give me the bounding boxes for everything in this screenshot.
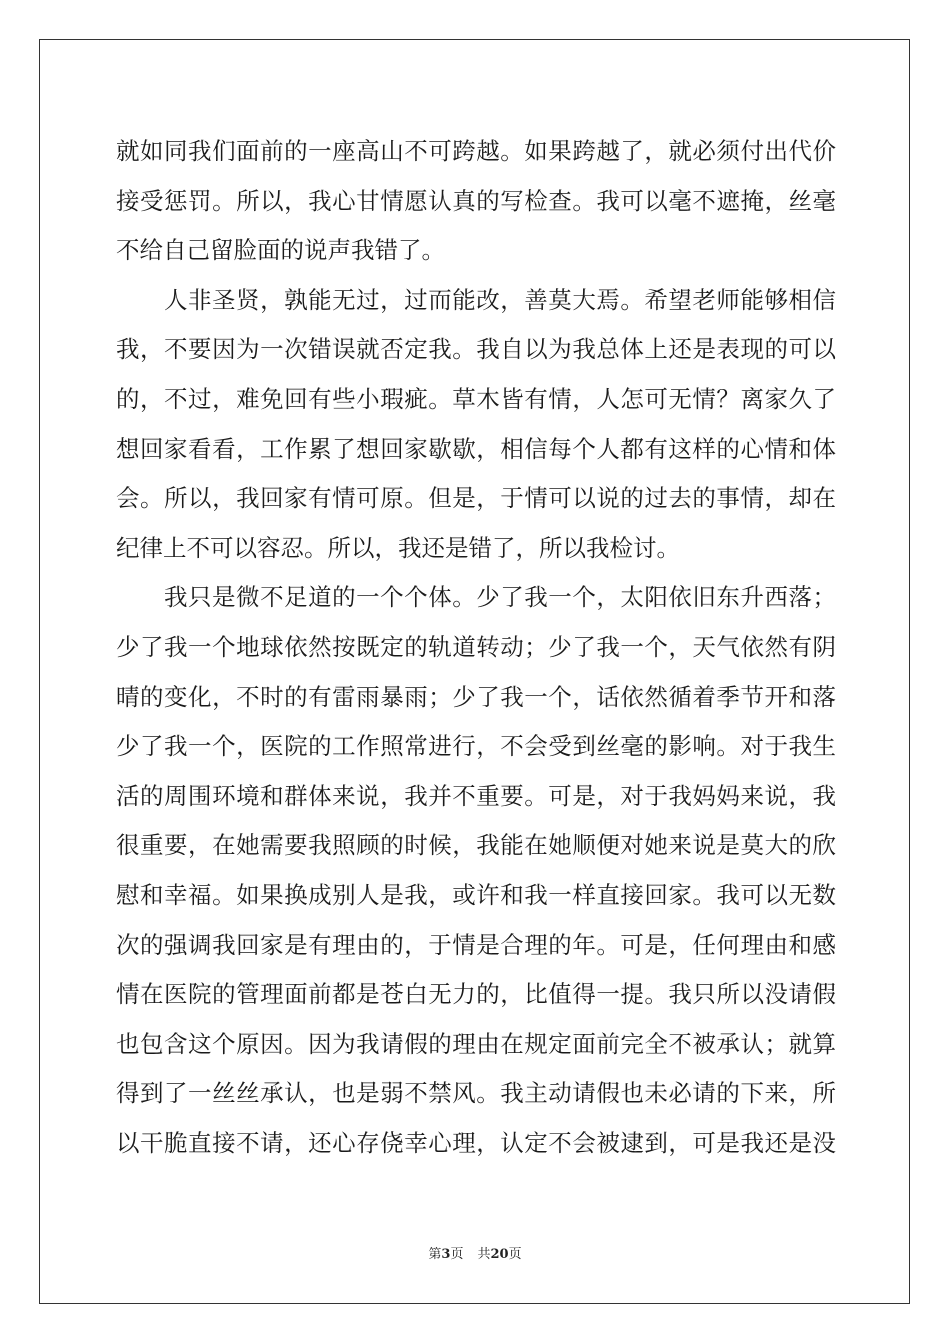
text-line: 慰和幸福。如果换成别人是我，或许和我一样直接回家。我可以无数 bbox=[116, 880, 836, 909]
text-line: 的，不过，难免回有些小瑕疵。草木皆有情，人怎可无情？离家久了 bbox=[116, 384, 836, 413]
text-line: 少了我一个，医院的工作照常进行，不会受到丝毫的影响。对于我生 bbox=[116, 732, 836, 761]
text-line: 会。所以，我回家有情可原。但是，于情可以说的过去的事情，却在 bbox=[116, 484, 836, 513]
text-line: 以干脆直接不请，还心存侥幸心理，认定不会被逮到，可是我还是没 bbox=[116, 1128, 836, 1157]
text-line: 情在医院的管理面前都是苍白无力的，比值得一提。我只所以没请假 bbox=[116, 980, 836, 1009]
text-line: 活的周围环境和群体来说，我并不重要。可是，对于我妈妈来说，我 bbox=[116, 781, 836, 810]
text-line: 接受惩罚。所以，我心甘情愿认真的写检查。我可以毫不遮掩，丝毫 bbox=[116, 186, 836, 215]
text-line: 纪律上不可以容忍。所以，我还是错了，所以我检讨。 bbox=[116, 533, 680, 562]
page-suffix: 页 bbox=[450, 1247, 464, 1262]
text-line: 我，不要因为一次错误就否定我。我自以为我总体上还是表现的可以 bbox=[116, 335, 836, 364]
text-line: 我只是微不足道的一个个体。少了我一个，太阳依旧东升西落； bbox=[164, 583, 836, 612]
text-line: 就如同我们面前的一座高山不可跨越。如果跨越了，就必须付出代价 bbox=[116, 137, 836, 165]
total-suffix: 页 bbox=[508, 1247, 522, 1262]
text-line: 很重要，在她需要我照顾的时候，我能在她顺便对她来说是莫大的欣 bbox=[116, 831, 836, 860]
text-line: 次的强调我回家是有理由的，于情是合理的年。可是，任何理由和感 bbox=[116, 930, 836, 959]
page-number: 3 bbox=[441, 1247, 451, 1262]
text-line: 想回家看看，工作累了想回家歇歇，相信每个人都有这样的心情和体 bbox=[116, 434, 836, 463]
page-prefix: 第 bbox=[428, 1247, 442, 1262]
text-line: 得到了一丝丝承认，也是弱不禁风。我主动请假也未必请的下来，所 bbox=[116, 1079, 836, 1108]
text-line: 不给自己留脸面的说声我错了。 bbox=[116, 236, 445, 265]
document-body bbox=[116, 127, 836, 1168]
text-line: 也包含这个原因。因为我请假的理由在规定面前完全不被承认；就算 bbox=[116, 1029, 836, 1058]
text-line: 人非圣贤，孰能无过，过而能改，善莫大焉。希望老师能够相信 bbox=[164, 285, 836, 314]
page-footer bbox=[0, 1243, 950, 1262]
total-prefix: 共 bbox=[477, 1247, 491, 1262]
text-line: 晴的变化，不时的有雷雨暴雨；少了我一个，话依然循着季节开和落 bbox=[116, 682, 836, 711]
text-line: 少了我一个地球依然按既定的轨道转动；少了我一个，天气依然有阴 bbox=[116, 632, 836, 661]
total-pages: 20 bbox=[490, 1247, 509, 1262]
